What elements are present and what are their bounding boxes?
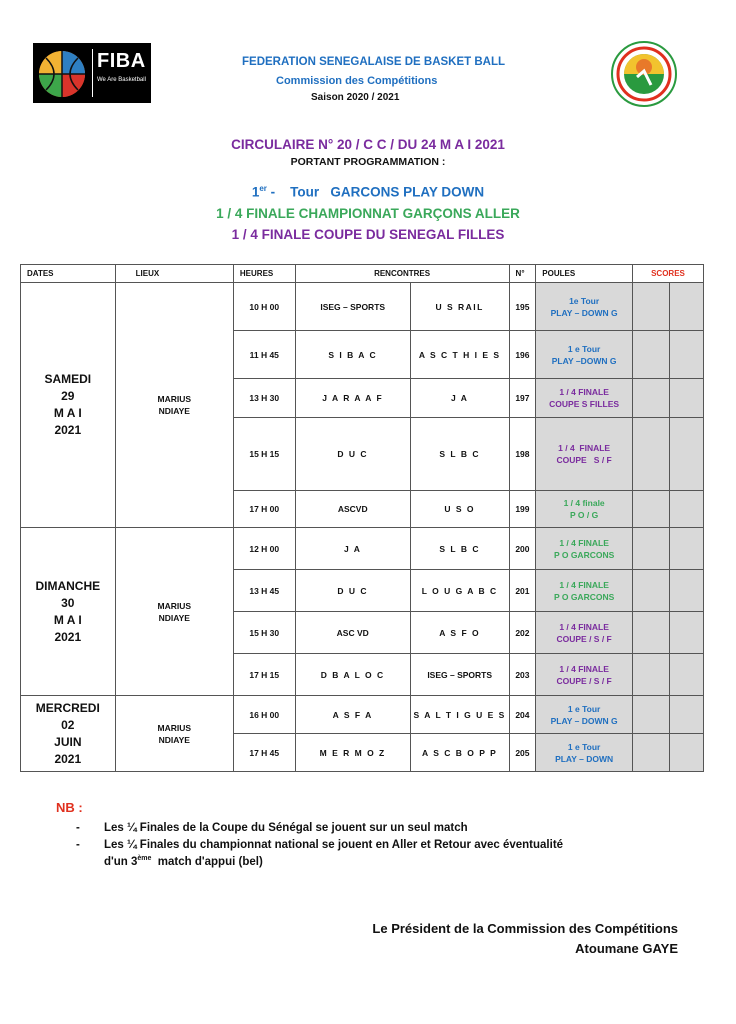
header-heures: HEURES: [233, 265, 295, 283]
program-line-3: 1 / 4 FINALE COUPE DU SENEGAL FILLES: [231, 227, 505, 242]
home-team: D U C: [295, 418, 410, 491]
score-away: [669, 418, 703, 491]
schedule-table: [20, 264, 704, 772]
venue-cell: MARIUS NDIAYE: [115, 283, 233, 528]
time-cell: 11 H 45: [233, 331, 295, 379]
header-num: N°: [509, 265, 536, 283]
score-home: [632, 379, 669, 418]
home-team: ASCVD: [295, 491, 410, 528]
score-away: [669, 379, 703, 418]
away-team: A S C B O P P: [410, 734, 509, 772]
poule-cell: 1 / 4 FINALE COUPE S FILLES: [536, 379, 633, 418]
score-away: [669, 331, 703, 379]
away-team: J A: [410, 379, 509, 418]
match-number: 203: [509, 654, 536, 696]
poule-cell: 1e Tour PLAY – DOWN G: [536, 283, 633, 331]
basketball-icon: [37, 49, 87, 99]
match-number: 196: [509, 331, 536, 379]
time-cell: 17 H 45: [233, 734, 295, 772]
venue-cell: MARIUS NDIAYE: [115, 528, 233, 696]
circular-subtitle: PORTANT PROGRAMMATION :: [290, 156, 446, 168]
nb-label: NB :: [56, 800, 83, 815]
time-cell: 12 H 00: [233, 528, 295, 570]
score-home: [632, 418, 669, 491]
score-away: [669, 696, 703, 734]
program-line-1: 1er - Tour GARCONS PLAY DOWN: [251, 184, 485, 200]
poule-cell: 1 / 4 FINALE COUPE S / F: [536, 418, 633, 491]
table-row: [21, 528, 704, 570]
home-team: D U C: [295, 570, 410, 612]
poule-cell: 1 e Tour PLAY – DOWN G: [536, 696, 633, 734]
score-away: [669, 734, 703, 772]
home-team: ASC VD: [295, 612, 410, 654]
score-away: [669, 570, 703, 612]
header-scores: SCORES: [632, 265, 703, 283]
time-cell: 15 H 15: [233, 418, 295, 491]
time-cell: 10 H 00: [233, 283, 295, 331]
match-number: 204: [509, 696, 536, 734]
score-home: [632, 283, 669, 331]
match-number: 198: [509, 418, 536, 491]
score-away: [669, 491, 703, 528]
header-dates: DATES: [21, 265, 116, 283]
signature-title: Le Président de la Commission des Compétitions: [372, 921, 678, 936]
signature-name: Atoumane GAYE: [575, 941, 678, 956]
date-cell: MERCREDI 02 JUIN 2021: [21, 696, 116, 772]
circular-title: CIRCULAIRE N° 20 / C C / DU 24 M A I 2021: [231, 137, 505, 152]
venue-cell: MARIUS NDIAYE: [115, 696, 233, 772]
score-home: [632, 612, 669, 654]
home-team: M E R M O Z: [295, 734, 410, 772]
score-away: [669, 654, 703, 696]
poule-cell: 1 / 4 FINALE P O GARCONS: [536, 570, 633, 612]
score-away: [669, 283, 703, 331]
match-number: 197: [509, 379, 536, 418]
away-team: S A L T I G U E S: [410, 696, 509, 734]
away-team: S L B C: [410, 528, 509, 570]
poule-cell: 1 / 4 FINALE P O GARCONS: [536, 528, 633, 570]
away-team: S L B C: [410, 418, 509, 491]
time-cell: 17 H 00: [233, 491, 295, 528]
away-team: A S C T H I E S: [410, 331, 509, 379]
commission-name: Commission des Compétitions: [276, 75, 438, 87]
table-row: [21, 283, 704, 331]
away-team: U S O: [410, 491, 509, 528]
home-team: D B A L O C: [295, 654, 410, 696]
home-team: ISEG – SPORTS: [295, 283, 410, 331]
score-home: [632, 696, 669, 734]
home-team: J A R A A F: [295, 379, 410, 418]
time-cell: 16 H 00: [233, 696, 295, 734]
score-away: [669, 612, 703, 654]
match-number: 202: [509, 612, 536, 654]
away-team: U S RAIL: [410, 283, 509, 331]
match-number: 200: [509, 528, 536, 570]
fiba-tagline: We Are Basketball: [97, 77, 146, 83]
header-poules: POULES: [536, 265, 633, 283]
score-away: [669, 528, 703, 570]
time-cell: 17 H 15: [233, 654, 295, 696]
score-home: [632, 491, 669, 528]
home-team: S I B A C: [295, 331, 410, 379]
score-home: [632, 654, 669, 696]
table-row: [21, 696, 704, 734]
nb-item-2-cont: d'un 3ème match d'appui (bel): [104, 855, 263, 868]
score-home: [632, 570, 669, 612]
time-cell: 13 H 45: [233, 570, 295, 612]
poule-cell: 1 e Tour PLAY –DOWN G: [536, 331, 633, 379]
time-cell: 15 H 30: [233, 612, 295, 654]
match-number: 195: [509, 283, 536, 331]
away-team: A S F O: [410, 612, 509, 654]
program-line-2: 1 / 4 FINALE CHAMPIONNAT GARÇONS ALLER: [216, 206, 520, 221]
nb-item-2: - Les ¼ Finales du championnat national se jouent en Aller et Retour avec éventualité: [76, 839, 564, 851]
fsbb-logo: [611, 41, 677, 107]
match-number: 201: [509, 570, 536, 612]
score-home: [632, 331, 669, 379]
match-number: 199: [509, 491, 536, 528]
fiba-wordmark: FIBA: [97, 50, 146, 72]
season: Saison 2020 / 2021: [311, 92, 400, 103]
federation-name: FEDERATION SENEGALAISE DE BASKET BALL: [242, 56, 506, 68]
header-rencontres: RENCONTRES: [295, 265, 509, 283]
score-home: [632, 528, 669, 570]
date-cell: SAMEDI 29 M A I 2021: [21, 283, 116, 528]
nb-item-1: - Les ¼ Finales de la Coupe du Sénégal se jouent sur un seul match: [76, 822, 468, 834]
score-home: [632, 734, 669, 772]
poule-cell: 1 / 4 FINALE COUPE / S / F: [536, 654, 633, 696]
poule-cell: 1 / 4 finale P O / G: [536, 491, 633, 528]
poule-cell: 1 e Tour PLAY – DOWN: [536, 734, 633, 772]
home-team: J A: [295, 528, 410, 570]
away-team: ISEG – SPORTS: [410, 654, 509, 696]
poule-cell: 1 / 4 FINALE COUPE / S / F: [536, 612, 633, 654]
home-team: A S F A: [295, 696, 410, 734]
header-lieux: LIEUX: [115, 265, 233, 283]
match-number: 205: [509, 734, 536, 772]
date-cell: DIMANCHE 30 M A I 2021: [21, 528, 116, 696]
time-cell: 13 H 30: [233, 379, 295, 418]
table-header-row: [21, 265, 704, 283]
away-team: L O U G A B C: [410, 570, 509, 612]
fiba-logo: [33, 43, 151, 103]
